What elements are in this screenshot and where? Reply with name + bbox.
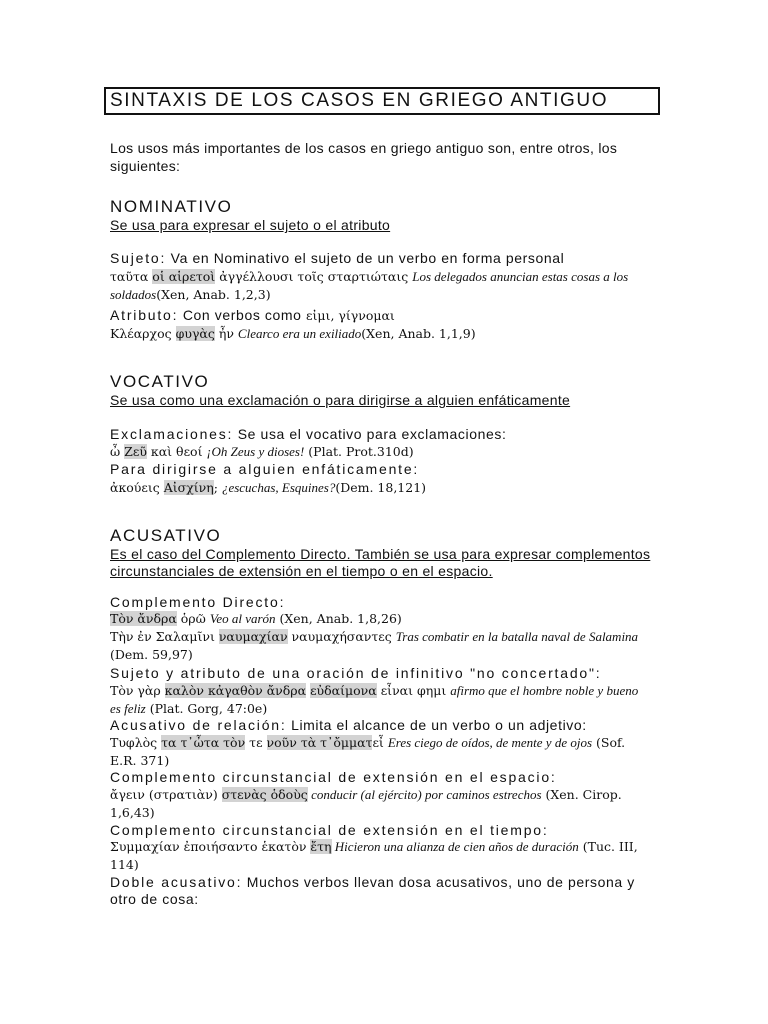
translation: Tras combatir en la batalla naval de Salamina xyxy=(395,629,639,644)
translation: Los delegados anuncian estas cosas a los soldados xyxy=(110,269,629,302)
cd-example-2: Τὴν ἐν Σαλαμῖνι ναυμαχίαν ναυμαχήσαντες Tras combatir en la batalla naval de Salamina (Dem. 59,97) xyxy=(110,629,639,662)
highlight: καλὸν κἀγαθὸν ἄνδρα xyxy=(164,683,307,698)
translation: afirmo que el hombre noble y bueno es feliz xyxy=(110,683,639,716)
highlight: ἔτη xyxy=(310,839,332,854)
translation: ¡Oh Zeus y dioses! xyxy=(206,444,305,459)
relacion-line: Acusativo de relación: Limita el alcance de un verbo o un adjetivo: xyxy=(110,717,587,733)
reference: (Xen, Anab. 1,2,3) xyxy=(156,287,271,302)
dirigirse-line: Para dirigirse a alguien enfáticamente: xyxy=(110,461,420,477)
heading-nominativo: NOMINATIVO xyxy=(110,197,233,216)
highlight: στενὰς ὁδοὺς xyxy=(221,787,308,802)
infinitivo-example: Τὸν γὰρ καλὸν κἀγαθὸν ἄνδρα εὐδαίμονα εἶναι φημι afirmo que el hombre noble y bueno es feliz (Plat. Gorg, 47:0e) xyxy=(110,683,639,716)
translation: conducir (al ejército) por caminos estrechos xyxy=(307,787,542,802)
heading-acusativo: ACUSATIVO xyxy=(110,526,222,545)
reference: (Dem. 59,97) xyxy=(110,647,193,662)
highlight: οἱ αἱρετοὶ xyxy=(152,269,216,284)
translation: Veo al varón xyxy=(209,611,276,626)
cd-example-1: Τὸν ἄνδρα ὁρῶ Veo al varón (Xen, Anab. 1,8,26) xyxy=(110,611,402,626)
exclamaciones-line: Exclamaciones: Se usa el vocativo para exclamaciones: xyxy=(110,426,507,442)
reference: (Sof. E.R. 371) xyxy=(110,735,626,768)
translation: ¿escuchas, Esquines? xyxy=(221,480,336,495)
nominativo-example-2: Κλέαρχος φυγὰς ἦν Clearco era un exiliado(Xen, Anab. 1,1,9) xyxy=(110,326,476,341)
espacio-line: Complemento circunstancial de extensión en el espacio: xyxy=(110,769,557,785)
reference: (Tuc. III, 114) xyxy=(110,839,638,872)
relacion-example: Τυφλὸς τα τ᾽ὦτα τὸν τε νοῦν τὰ τ᾽ὄμματεἶ Eres ciego de oídos, de mente y de ojos (Sof. E.R. 371) xyxy=(110,735,626,768)
translation: Eres ciego de oídos, de mente y de ojos xyxy=(387,735,593,750)
reference: (Xen, Anab. 1,1,9) xyxy=(361,326,476,341)
highlight: νοῦν τὰ τ᾽ὄμματ xyxy=(266,735,373,750)
highlight: τα τ᾽ὦτα τὸν xyxy=(161,735,246,750)
vocativo-example-1: ὦ Ζεῦ καὶ θεοί ¡Oh Zeus y dioses! (Plat. Prot.310d) xyxy=(110,444,414,459)
doble-acusativo-line: Doble acusativo: Muchos verbos llevan dosa acusativos, uno de persona y otro de cosa: xyxy=(110,874,635,907)
reference: (Xen. Cirop. 1,6,43) xyxy=(110,787,622,820)
translation: Hicieron una alianza de cien años de duración xyxy=(331,839,579,854)
sujeto-line xyxy=(110,250,564,267)
reference: (Dem. 18,121) xyxy=(335,480,427,495)
sujeto-text: Va en Nominativo el sujeto de un verbo en forma personal xyxy=(166,250,565,266)
highlight: Αἰσχίνη xyxy=(163,480,214,495)
highlight: εὐδαίμονα xyxy=(310,683,377,698)
nominativo-example-1: ταῦτα οἱ αἱρετοὶ ἀγγέλλουσι τοῖς σταρτιώταις Los delegados anuncian estas cosas a los soldados(Xen, Anab. 1,2,3) xyxy=(110,269,629,302)
atributo-line: Atributo: Con verbos como εἰμι, γίγνομαι xyxy=(110,307,395,323)
reference: (Plat. Prot.310d) xyxy=(304,444,414,459)
document-title: SINTAXIS DE LOS CASOS EN GRIEGO ANTIGUO xyxy=(110,90,609,111)
infinitivo-line: Sujeto y atributo de una oración de infinitivo "no concertado": xyxy=(110,665,602,681)
highlight: Ζεῦ xyxy=(124,444,147,459)
heading-vocativo: VOCATIVO xyxy=(110,372,210,391)
vocativo-example-2: ἀκούεις Αἰσχίνη; ¿escuchas, Esquines?(Dem. 18,121) xyxy=(110,480,427,495)
sujeto-label: Sujeto: xyxy=(110,250,167,266)
tiempo-line: Complemento circunstancial de extensión en el tiempo: xyxy=(110,822,549,838)
highlight: Τὸν ἄνδρα xyxy=(110,611,177,626)
document-title-box xyxy=(104,87,660,115)
translation: Clearco era un exiliado xyxy=(237,326,362,341)
subtitle-vocativo: Se usa como una exclamación o para dirigirse a alguien enfáticamente xyxy=(110,392,571,408)
subtitle-acusativo: Es el caso del Complemento Directo. También se usa para expresar complementos circunstanciales de extensión en el tiempo o en el espacio. xyxy=(110,546,651,579)
subtitle-nominativo: Se usa para expresar el sujeto o el atributo xyxy=(110,217,391,233)
espacio-example: ἄγειν (στρατιὰν) στενὰς ὁδοὺς conducir (al ejército) por caminos estrechos (Xen. Cirop. 1,6,43) xyxy=(110,787,622,820)
reference: (Plat. Gorg, 47:0e) xyxy=(145,701,268,716)
tiempo-example: Συμμαχίαν ἐποιήσαντο ἑκατὸν ἔτη Hicieron una alianza de cien años de duración (Tuc. III, 114) xyxy=(110,839,638,872)
highlight: φυγὰς xyxy=(175,326,215,341)
intro-paragraph: Los usos más importantes de los casos en griego antiguo son, entre otros, los siguientes: xyxy=(110,140,618,174)
complemento-directo-line: Complemento Directo: xyxy=(110,594,286,610)
reference: (Xen, Anab. 1,8,26) xyxy=(275,611,402,626)
atributo-label: Atributo: xyxy=(110,307,179,323)
highlight: ναυμαχίαν xyxy=(218,629,288,644)
